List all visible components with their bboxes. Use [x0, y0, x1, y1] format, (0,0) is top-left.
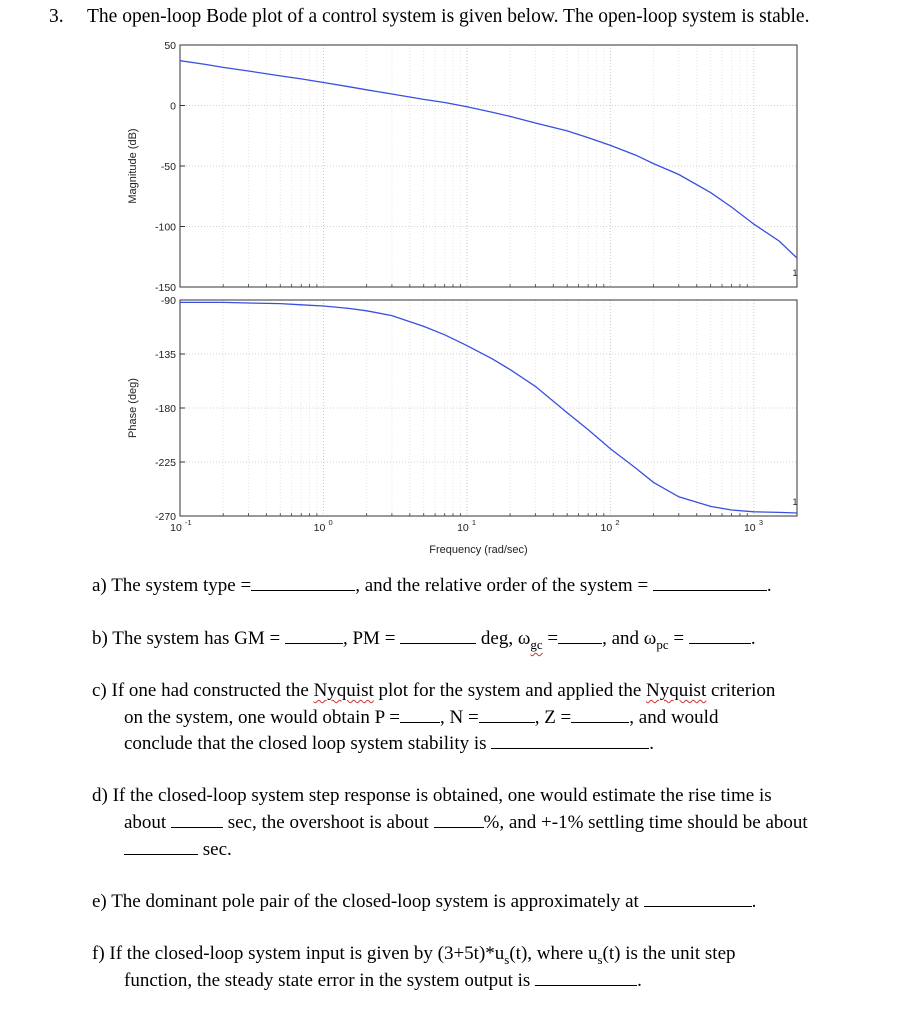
z-blank[interactable]	[571, 704, 629, 723]
part-c-label: c)	[92, 680, 107, 701]
mag-ytick-label: -50	[160, 161, 176, 173]
overshoot-blank[interactable]	[434, 809, 484, 828]
mag-ytick-label: 50	[164, 40, 176, 52]
phase-xtick-label: 10	[313, 522, 326, 534]
part-e-text-2: .	[751, 891, 757, 912]
part-d-label: d)	[92, 785, 108, 806]
mag-right-edge-label: 1	[792, 268, 798, 278]
part-d-line-3	[124, 836, 232, 863]
part-d-text-1: If the closed-loop system step response is obtained, one would estimate the rise time is	[112, 785, 772, 806]
part-c-line-1	[92, 678, 775, 704]
part-b-text-7: .	[750, 628, 756, 649]
part-f-sub-1: s	[504, 951, 510, 967]
phase-xtick-label: 10	[743, 522, 756, 534]
mag-ytick-label: 0	[170, 100, 176, 113]
relative-order-blank[interactable]	[653, 572, 767, 591]
steady-state-error-blank[interactable]	[535, 967, 637, 986]
part-b-sub-pc: pc	[656, 636, 669, 652]
mag-ytick-label: -150	[154, 282, 176, 294]
part-b-text-3: deg, ω	[480, 628, 531, 649]
part-e	[92, 888, 756, 915]
part-d-text-2b: sec, the overshoot is about	[227, 812, 429, 833]
phase-series-line	[180, 302, 797, 513]
part-c-text-2c: , Z =	[534, 707, 572, 728]
phase-xtick-exponent: 0	[328, 518, 333, 527]
phase-ytick-label: -90	[160, 295, 176, 307]
pm-blank[interactable]	[400, 625, 476, 644]
part-f-line-2	[124, 967, 642, 994]
mag-axes-frame	[180, 45, 797, 287]
part-c-line-2	[124, 704, 718, 731]
nyquist-word-1: Nyquist	[313, 680, 374, 701]
wgc-blank[interactable]	[558, 625, 602, 644]
part-a-label: a)	[92, 575, 107, 596]
question-text: The open-loop Bode plot of a control system is given below. The open-loop system is stable.	[87, 6, 810, 27]
mag-ytick-label: -100	[154, 221, 176, 234]
phase-xtick-label: 10	[457, 522, 469, 534]
phase-plot	[127, 295, 798, 556]
part-c-text-3b: .	[649, 733, 655, 754]
part-b-label: b)	[92, 628, 108, 649]
phase-xtick-label: 10	[600, 522, 613, 534]
part-c-text-1c: criterion	[710, 680, 776, 701]
mag-series-line	[180, 61, 797, 258]
phase-xtick-exponent: -1	[185, 518, 192, 527]
p-blank[interactable]	[400, 704, 440, 723]
part-f-text-2b: .	[637, 970, 642, 991]
dominant-pole-blank[interactable]	[644, 888, 752, 907]
part-c-text-3a: conclude that the closed loop system stability is	[124, 733, 487, 754]
phase-xtick-exponent: 1	[471, 518, 477, 527]
part-a	[92, 572, 772, 599]
mag-ylabel: Magnitude (dB)	[127, 128, 139, 204]
wpc-blank[interactable]	[689, 625, 751, 644]
part-a-text-3: .	[766, 575, 772, 596]
part-b-text-2: , PM =	[342, 628, 396, 649]
magnitude-plot	[127, 40, 798, 294]
part-c-text-1a: If one had constructed the	[111, 680, 309, 701]
part-d-text-3: sec.	[202, 839, 232, 860]
part-b	[92, 625, 756, 658]
part-f-text-1b: (t), where u	[509, 943, 598, 964]
phase-ytick-label: -180	[154, 403, 176, 415]
part-a-text-2: , and the relative order of the system =	[355, 575, 649, 596]
phase-ylabel: Phase (deg)	[127, 378, 139, 438]
phase-ytick-label: -270	[154, 511, 176, 523]
part-f-text-1a: If the closed-loop system input is given by (3+5t)*u	[109, 943, 505, 964]
part-d-line-2	[124, 809, 808, 836]
part-e-text-1: The dominant pole pair of the closed-loop system is approximately at	[111, 891, 639, 912]
phase-axes-frame	[180, 300, 797, 516]
settling-time-blank[interactable]	[124, 836, 198, 855]
part-a-text-1: The system type =	[111, 575, 252, 596]
phase-xtick-exponent: 3	[758, 518, 763, 527]
part-f-text-1c: (t) is the unit step	[602, 943, 736, 964]
rise-time-blank[interactable]	[171, 809, 223, 828]
part-b-sub-gc: gc	[530, 636, 543, 652]
nyquist-word-2: Nyquist	[646, 680, 707, 701]
n-blank[interactable]	[479, 704, 535, 723]
stability-blank[interactable]	[491, 730, 649, 749]
part-c-text-2a: on the system, one would obtain P =	[124, 707, 400, 728]
phase-xtick-exponent: 2	[615, 518, 620, 527]
part-f-label: f)	[92, 943, 105, 964]
system-type-blank[interactable]	[251, 572, 355, 591]
part-e-label: e)	[92, 891, 107, 912]
part-d-text-2a: about	[124, 812, 167, 833]
part-c-text-2b: , N =	[440, 707, 479, 728]
part-b-text-6: =	[673, 628, 685, 649]
part-d-line-1	[92, 783, 772, 809]
phase-ytick-label: -225	[154, 457, 176, 469]
gm-blank[interactable]	[285, 625, 343, 644]
part-b-text-1: The system has GM =	[112, 628, 281, 649]
phase-right-edge-label: 1	[792, 497, 798, 507]
part-b-text-5: , and ω	[602, 628, 657, 649]
part-f-text-2a: function, the steady state error in the system output is	[124, 970, 531, 991]
phase-xtick-label: 10	[170, 522, 182, 534]
question-number: 3.	[49, 6, 64, 27]
phase-xlabel: Frequency (rad/sec)	[429, 544, 528, 556]
part-b-text-4: =	[547, 628, 559, 649]
part-c-text-2d: , and would	[629, 707, 719, 728]
part-d-text-2c: %, and +-1% settling time should be about	[483, 812, 808, 833]
part-c-text-1b: plot for the system and applied the	[378, 680, 642, 701]
part-c-line-3	[124, 730, 654, 757]
part-f-sub-2: s	[597, 951, 603, 967]
phase-ytick-label: -135	[154, 349, 176, 361]
